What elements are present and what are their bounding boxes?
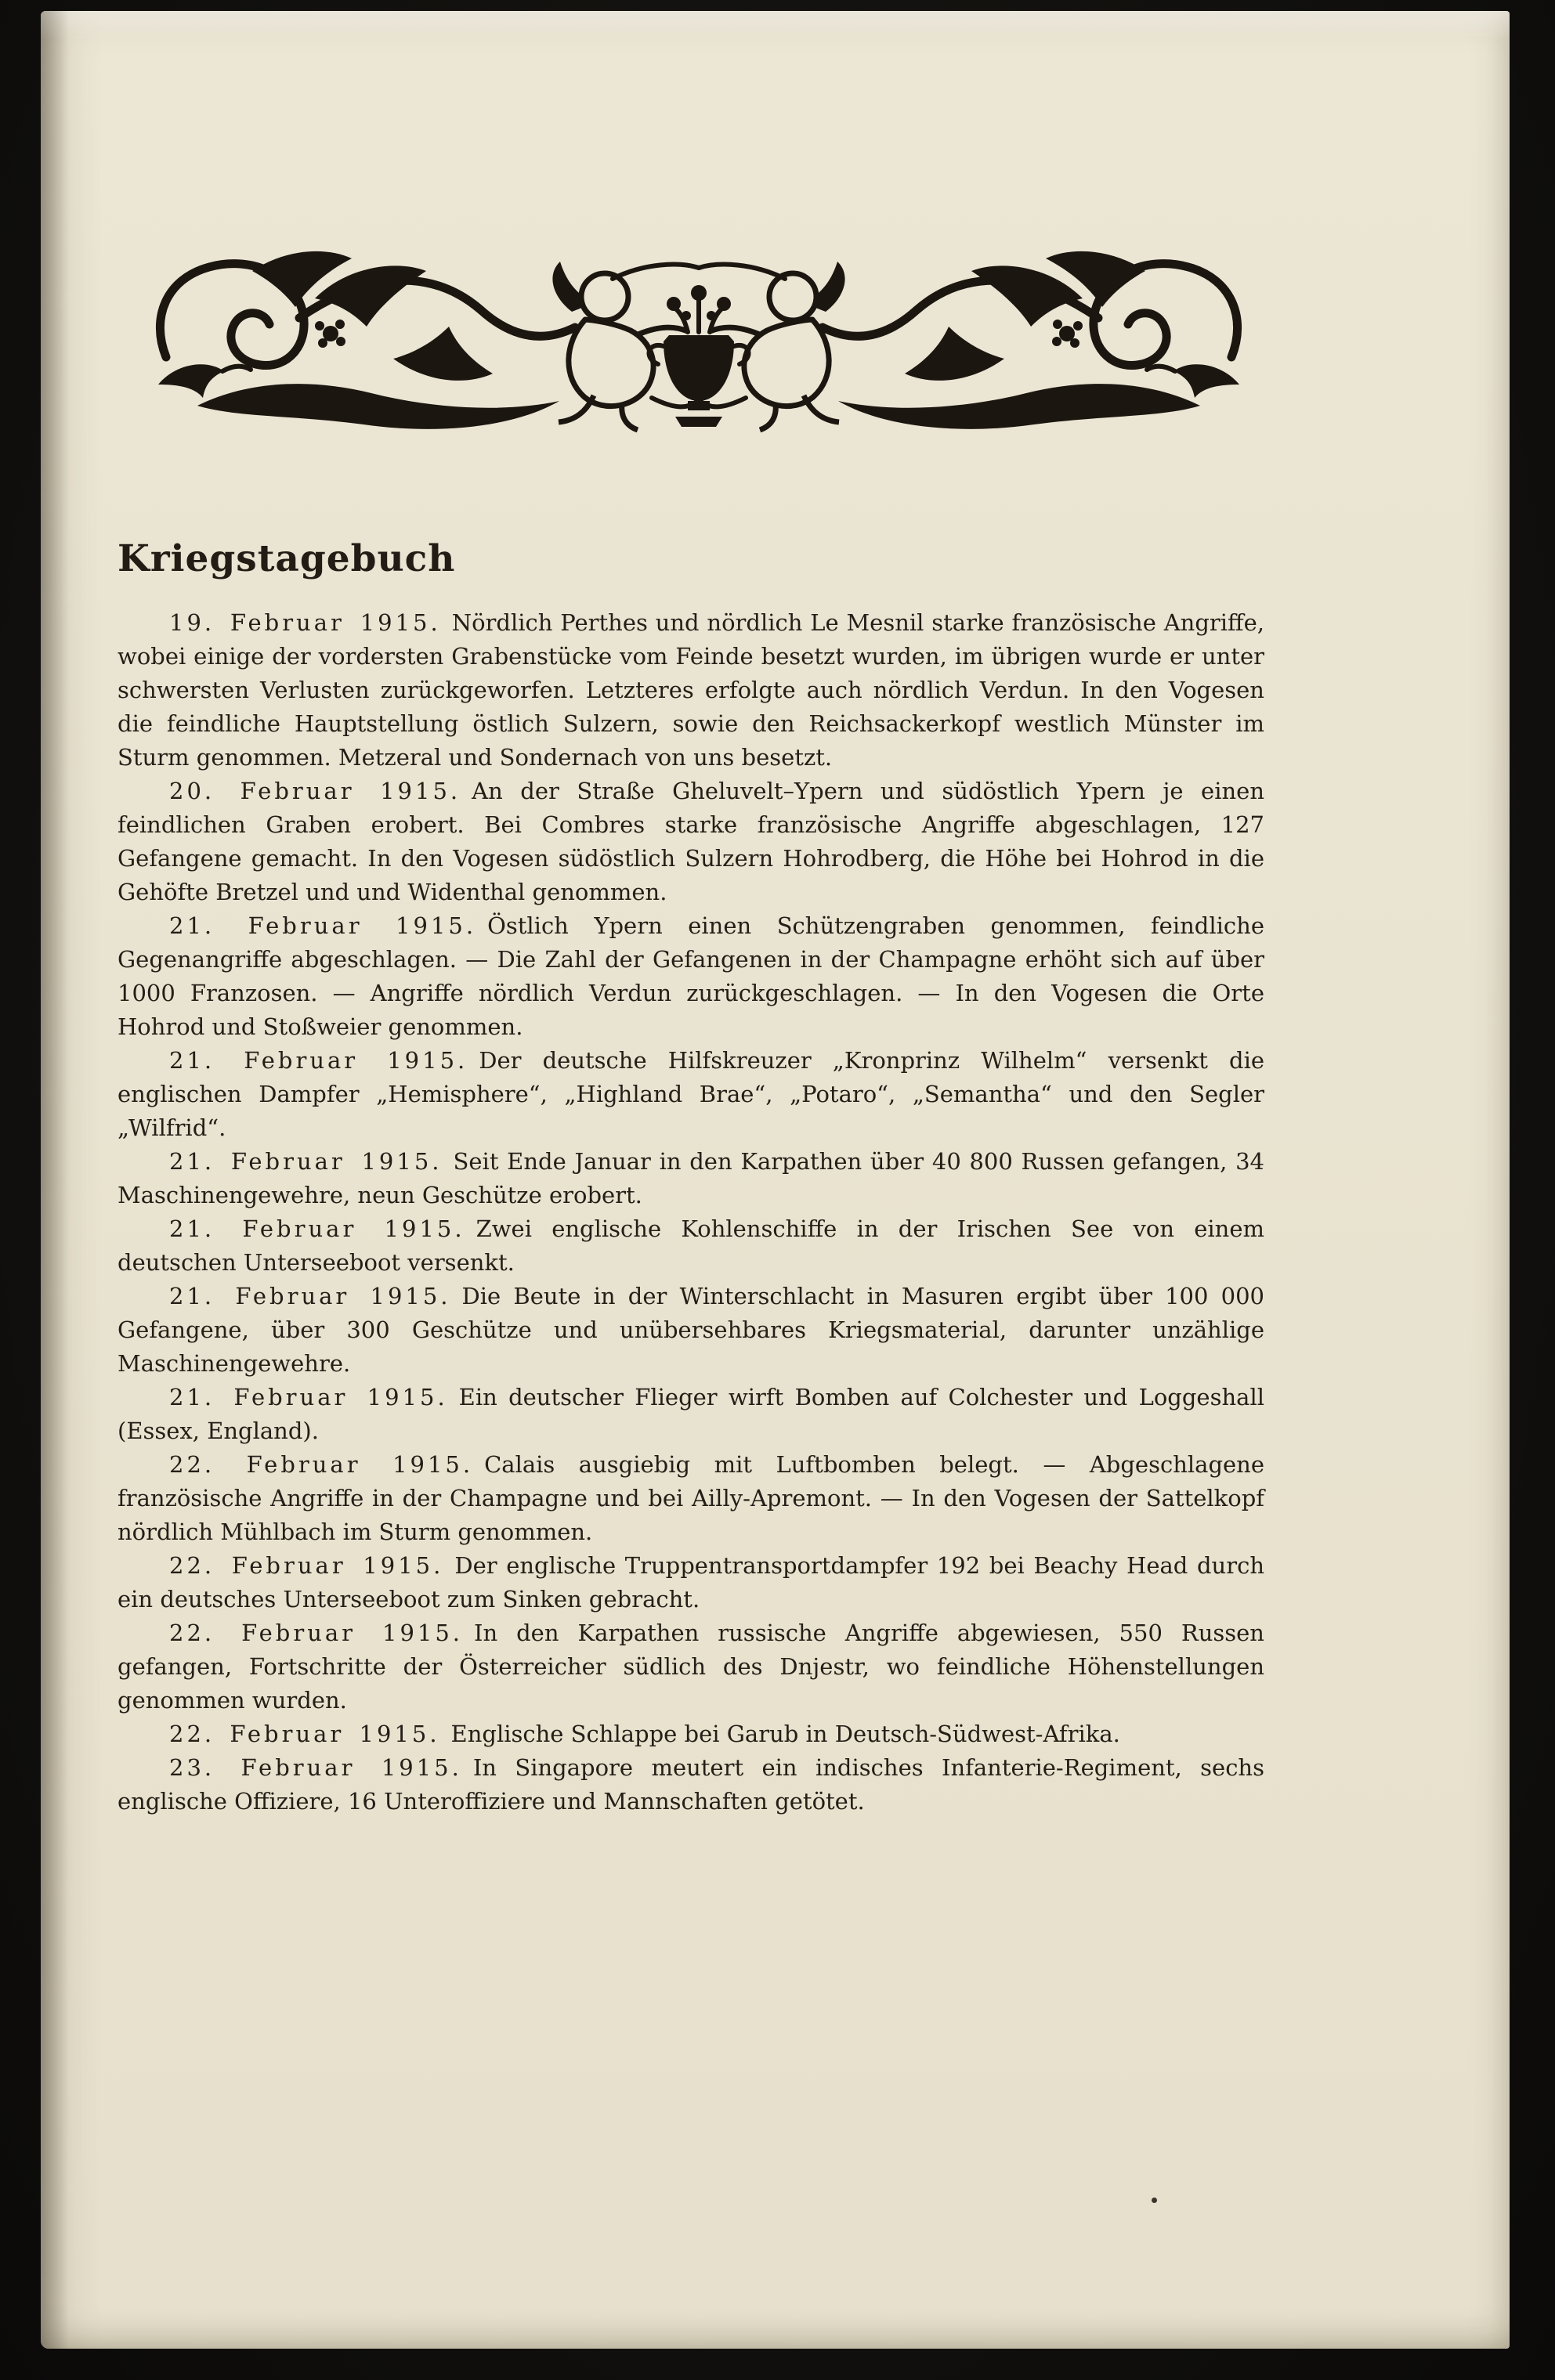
diary-entry [118,1044,1264,1145]
entry-date: 22. Februar 1915. [169,1620,464,1646]
diary-entry [118,775,1264,909]
diary-entry [118,1145,1264,1212]
entry-text: Zwei englische Kohlenschiffe in der Irischen See von einem deutschen Unterseeboot versenkt. [118,1215,1264,1276]
page-edge-highlight [41,11,1510,39]
entry-text: Östlich Ypern einen Schützengraben genommen, feindliche Gegenangriffe abgeschlagen. — Die Zahl der Gefangenen in der Champagne erhöht sich auf über 1000 Franzosen. — Angriffe nördlich Verdun zurückgeschlagen. — In den Vogesen die Orte Hohrod und Stoßweier genommen. [118,912,1264,1040]
entry-date: 21. Februar 1915. [169,1047,468,1074]
entry-date: 21. Februar 1915. [169,1148,443,1175]
entry-date: 19. Februar 1915. [169,609,441,636]
entry-date: 22. Februar 1915. [169,1451,474,1478]
ink-speck [1152,2198,1157,2203]
diary-entry [118,909,1264,1044]
entry-text: An der Straße Gheluvelt–Ypern und südöstlich Ypern je einen feindlichen Graben erobert. Bei Combres starke französische Angriffe abgeschlagen, 127 Gefangene gemacht. In den Vogesen südöstlich Sulzern Hohrodberg, die Höhe bei Hohrod in die Gehöfte Bretzel und und Widenthal genommen. [118,778,1265,905]
entry-date: 20. Februar 1915. [169,778,461,804]
book-page [41,11,1510,2349]
diary-entry [118,1448,1264,1549]
diary-entry [118,1549,1264,1616]
entry-date: 23. Februar 1915. [169,1754,462,1781]
entry-date: 22. Februar 1915. [169,1552,444,1579]
entry-date: 21. Februar 1915. [169,1384,448,1410]
diary-entry [118,1280,1264,1381]
diary-entry [118,1381,1264,1448]
entry-text: Calais ausgiebig mit Luftbomben belegt. — Abgeschlagene französische Angriffe in der Champagne und bei Ailly-Apremont. — In den Vogesen der Sattelkopf nördlich Mühlbach im Sturm genommen. [118,1451,1265,1545]
entry-text: Der englische Truppentransportdampfer 192 bei Beachy Head durch ein deutsches Unterseeboot zum Sinken gebracht. [118,1552,1264,1613]
page-title: Kriegstagebuch [118,537,456,580]
entry-text: Der deutsche Hilfskreuzer „Kronprinz Wilhelm“ versenkt die englischen Dampfer „Hemisphere“, „Highland Brae“, „Potaro“, „Semantha“ und den Segler „Wilfrid“. [118,1047,1265,1141]
entry-date: 21. Februar 1915. [169,912,477,939]
entry-text: In den Karpathen russische Angriffe abgewiesen, 550 Russen gefangen, Fortschritte der Österreicher südlich des Dnjestr, wo feindliche Höhenstellungen genommen wurden. [118,1620,1264,1714]
entry-text: Seit Ende Januar in den Karpathen über 40 800 Russen gefangen, 34 Maschinengewehre, neun Geschütze erobert. [118,1148,1265,1208]
entry-text: Ein deutscher Flieger wirft Bomben auf Colchester und Loggeshall (Essex, England). [118,1384,1264,1444]
entry-text: In Singapore meutert ein indisches Infanterie-Regiment, sechs englische Offiziere, 16 Unteroffiziere und Mannschaften getötet. [118,1754,1264,1815]
ornament-headpiece [135,224,1263,443]
entry-text: Englische Schlappe bei Garub in Deutsch-Südwest-Afrika. [450,1721,1120,1747]
entry-date: 21. Februar 1915. [169,1283,451,1309]
entry-text: Nördlich Perthes und nördlich Le Mesnil starke französische Angriffe, wobei einige der vordersten Grabenstücke vom Feinde besetzt wurden, im übrigen wurde er unter schwersten Verlusten zurückgeworfen. Letzteres erfolgte auch nördlich Verdun. In den Vogesen die feindliche Hauptstellung östlich Sulzern, sowie den Reichsackerkopf westlich Münster im Sturm genommen. Metzeral und Sondernach von uns besetzt. [118,609,1265,771]
diary-entry [118,1751,1264,1818]
entry-date: 22. Februar 1915. [169,1721,440,1747]
entry-date: 21. Februar 1915. [169,1215,465,1242]
diary-entry [118,1212,1264,1280]
entry-text: Die Beute in der Winterschlacht in Masuren ergibt über 100 000 Gefangene, über 300 Geschütze und unübersehbares Kriegsmaterial, darunter unzählige Maschinengewehre. [118,1283,1264,1377]
diary-entry [118,1616,1264,1717]
spine-shadow [41,11,69,2349]
diary-entries [118,606,1264,1818]
diary-entry [118,606,1264,775]
diary-entry [118,1717,1264,1751]
